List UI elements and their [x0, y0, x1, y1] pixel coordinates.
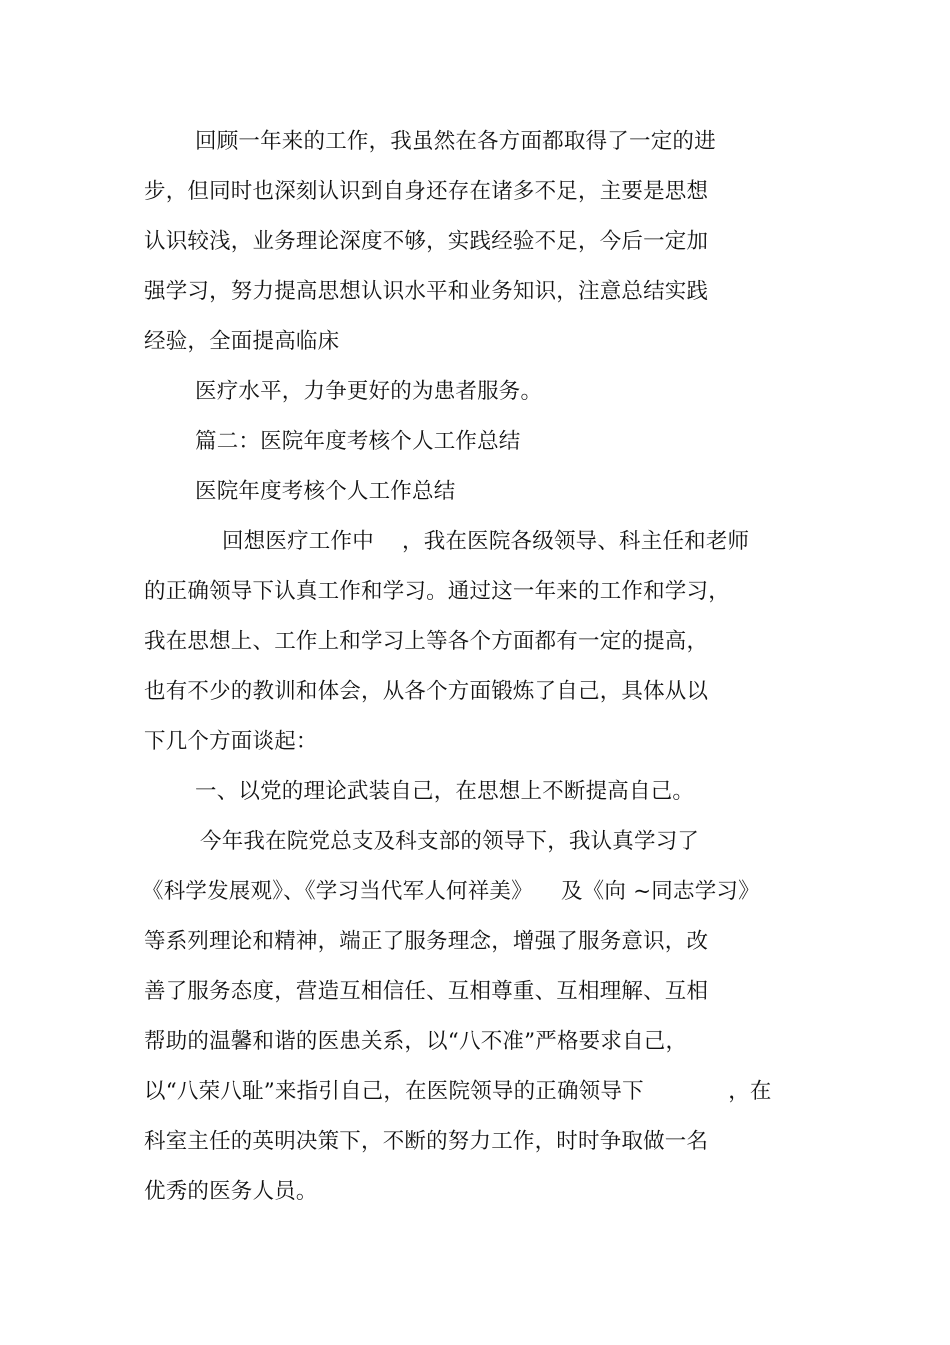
text-line: 步，但同时也深刻认识到自身还存在诸多不足，主要是思想 — [144, 179, 709, 204]
text-line: 下几个方面谈起： — [144, 729, 318, 754]
text-line: 强学习，努力提高思想认识水平和业务知识，注意总结实践 — [144, 279, 709, 304]
document-title: 医院年度考核个人工作总结 — [195, 479, 456, 504]
text-line: 以“八荣八耻”来指引自己，在医院领导的正确领导下 ，在 — [144, 1079, 772, 1104]
text-line: 我在思想上、工作上和学习上等各个方面都有一定的提高， — [144, 629, 709, 654]
section-heading: 篇二：医院年度考核个人工作总结 — [195, 429, 521, 454]
text-line: 的正确领导下认真工作和学习。通过这一年来的工作和学习， — [144, 579, 730, 604]
text-line: 帮助的温馨和谐的医患关系，以“八不准”严格要求自己， — [144, 1029, 688, 1054]
text-line: 善了服务态度，营造互相信任、互相尊重、互相理解、互相 — [144, 979, 709, 1004]
text-line: 等系列理论和精神，端正了服务理念，增强了服务意识，改 — [144, 929, 709, 954]
text-line: 今年我在院党总支及科支部的领导下，我认真学习了 — [200, 829, 700, 854]
text-line: 医疗水平，力争更好的为患者服务。 — [195, 379, 543, 404]
text-line: 回顾一年来的工作，我虽然在各方面都取得了一定的进 — [195, 129, 716, 154]
text-line: 优秀的医务人员。 — [144, 1179, 318, 1204]
text-line: 认识较浅，业务理论深度不够，实践经验不足，今后一定加 — [144, 229, 709, 254]
text-line: 《科学发展观》、《学习当代军人何祥美》 及《向 ~同志学习》 — [142, 879, 760, 904]
text-line: 回想医疗工作中 ，我在医院各级领导、科主任和老师 — [222, 529, 750, 554]
subsection-heading: 一、以党的理论武装自己，在思想上不断提高自己。 — [195, 779, 695, 804]
text-line: 科室主任的英明决策下，不断的努力工作，时时争取做一名 — [144, 1129, 709, 1154]
text-line: 经验，全面提高临床 — [144, 329, 340, 354]
text-line: 也有不少的教训和体会，从各个方面锻炼了自己，具体从以 — [144, 679, 709, 704]
